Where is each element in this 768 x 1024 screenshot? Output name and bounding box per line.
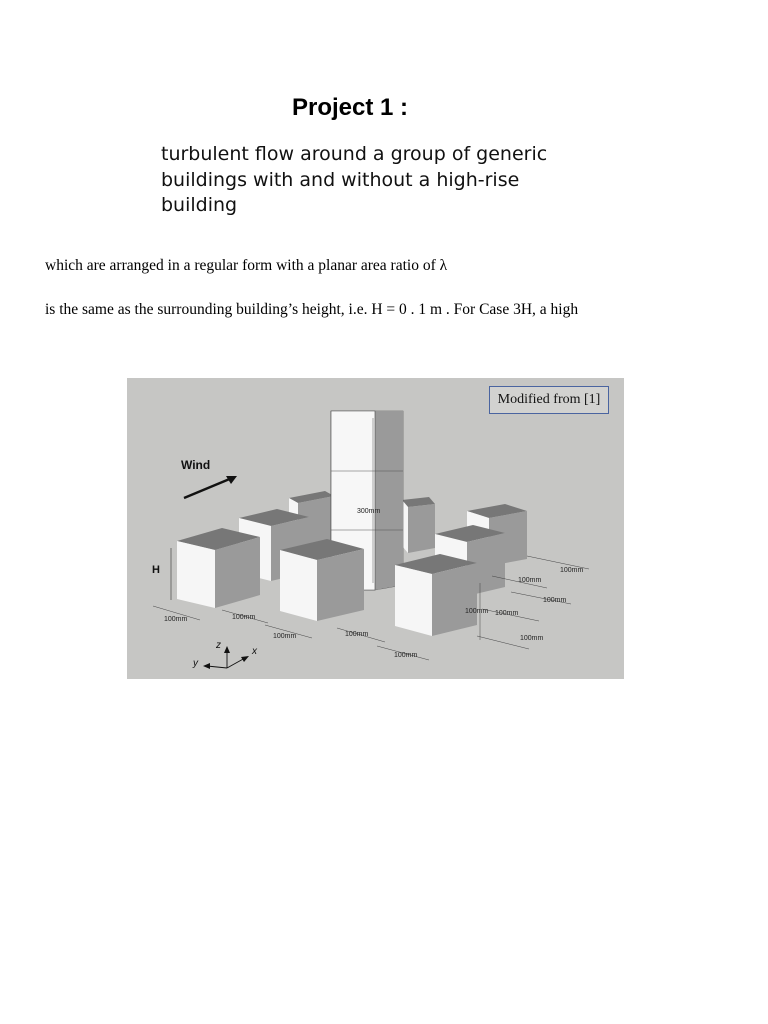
source-note: Modified from [1]	[489, 386, 609, 414]
dimension-label: 100mm	[465, 608, 489, 615]
dimension-label: 100mm	[345, 631, 369, 638]
dimension-label: 100mm	[518, 577, 542, 584]
page-title: Project 1 :	[291, 94, 409, 121]
height-label: H	[152, 564, 160, 576]
dimension-label: 100mm	[560, 567, 584, 574]
building-cube	[280, 539, 364, 621]
tower-height-dimension: 300mm	[357, 508, 381, 515]
subtitle-line: buildings with and without a high-rise	[161, 168, 520, 191]
y-axis-label: y	[193, 658, 198, 669]
wind-arrow-icon	[184, 478, 232, 498]
x-axis-label: x	[252, 646, 257, 657]
dimension-label: 100mm	[495, 610, 519, 617]
subtitle-line: turbulent flow around a group of generic	[161, 143, 548, 165]
project-subtitle	[161, 142, 581, 219]
building-cube	[177, 528, 260, 608]
dimension-label: 100mm	[394, 652, 418, 659]
building-array-figure	[127, 378, 624, 679]
z-axis-label: z	[216, 640, 221, 651]
building-cube	[402, 497, 435, 553]
building-cube	[395, 554, 477, 636]
body-text-line: is the same as the surrounding building’s height, i.e. H = 0 . 1 m . For Case 3H, a high	[45, 301, 579, 318]
coordinate-axes-icon	[203, 646, 249, 669]
dimension-label: 100mm	[520, 635, 544, 642]
dimension-label: 100mm	[273, 633, 297, 640]
dimension-label: 100mm	[543, 597, 567, 604]
subtitle-line: building	[161, 194, 238, 216]
wind-label: Wind	[181, 458, 211, 472]
dimension-label: 100mm	[232, 614, 256, 621]
building-diagram	[127, 378, 624, 679]
dimension-label: 100mm	[164, 616, 188, 623]
body-text-line: which are arranged in a regular form with a planar area ratio of λ	[45, 257, 448, 274]
